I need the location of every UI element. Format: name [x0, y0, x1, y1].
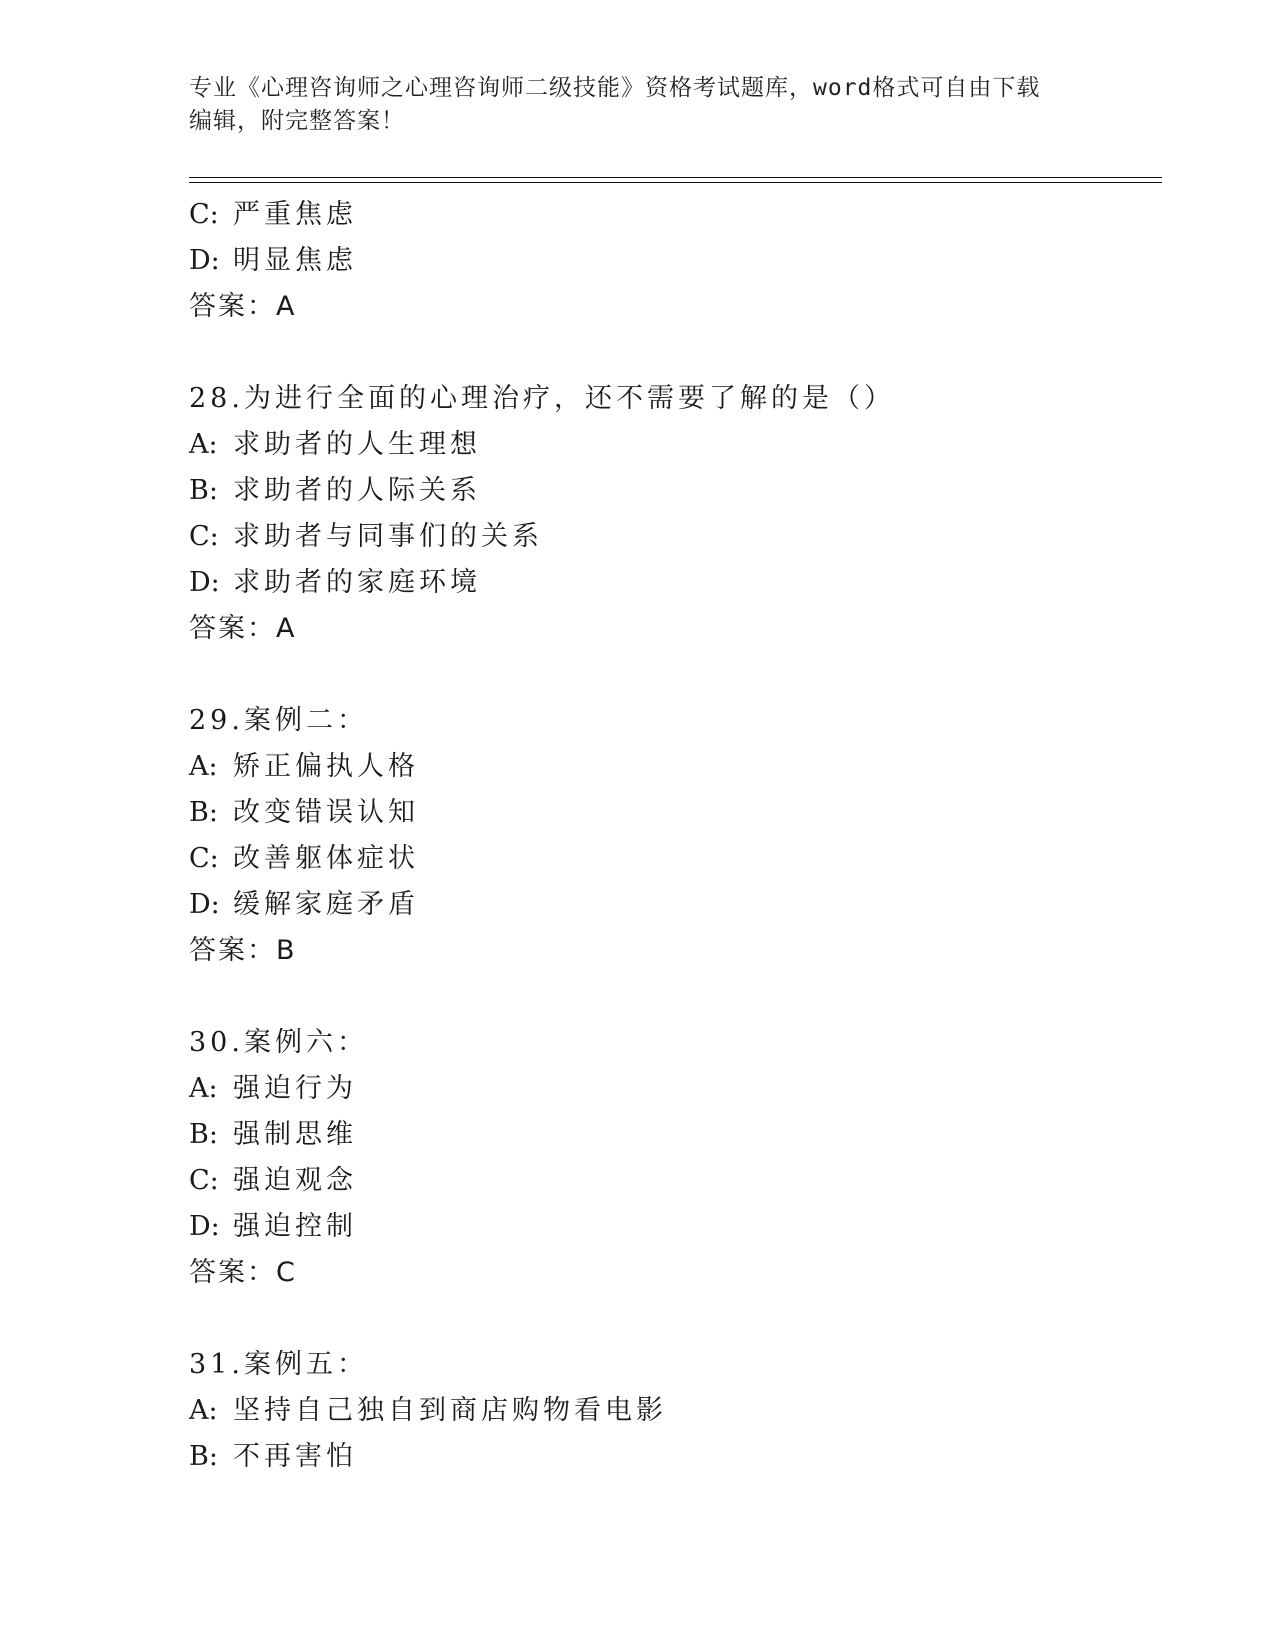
- document-header: [189, 72, 1089, 138]
- header-line-1: 专业《心理咨询师之心理咨询师二级技能》资格考试题库，word格式可自由下载: [189, 75, 1041, 101]
- option-d: [189, 882, 1159, 928]
- option-b: [189, 790, 1159, 836]
- option-a: [189, 422, 1159, 468]
- option-text: 改善躯体症状: [233, 843, 419, 874]
- option-key: D:: [189, 567, 220, 598]
- spacer: [189, 1296, 1159, 1342]
- option-text: 不再害怕: [233, 1441, 357, 1472]
- header-rule-top: [189, 177, 1162, 178]
- option-b: [189, 1112, 1159, 1158]
- option-c: [189, 514, 1159, 560]
- option-text: 求助者的人际关系: [233, 475, 481, 506]
- option-text: 强迫行为: [233, 1073, 357, 1104]
- option-key: D:: [189, 1211, 220, 1242]
- option-text: 严重焦虑: [233, 199, 357, 230]
- option-text: 强迫观念: [233, 1165, 357, 1196]
- option-text: 强迫控制: [233, 1211, 357, 1242]
- option-key: C:: [189, 843, 219, 874]
- option-key: C:: [189, 199, 219, 230]
- option-key: D:: [189, 245, 220, 276]
- question-block-29: [189, 698, 1159, 974]
- option-key: B:: [189, 797, 218, 828]
- question-block-30: [189, 1020, 1159, 1296]
- question-block-prev: [189, 192, 1159, 330]
- answer-line: 答案：C: [189, 1257, 297, 1288]
- option-text: 明显焦虑: [233, 245, 357, 276]
- option-d: [189, 238, 1159, 284]
- option-text: 矫正偏执人格: [233, 751, 419, 782]
- question-block-28: [189, 376, 1159, 652]
- option-a: [189, 744, 1159, 790]
- question-stem: 30.案例六：: [189, 1027, 368, 1058]
- header-line-2: 编辑，附完整答案！: [189, 108, 405, 134]
- option-a: [189, 1388, 1159, 1434]
- question-stem: 28.为进行全面的心理治疗，还不需要了解的是（）: [189, 383, 895, 414]
- option-key: A:: [189, 1073, 218, 1104]
- option-key: A:: [189, 1395, 218, 1426]
- answer-line: 答案：A: [189, 291, 297, 322]
- option-text: 改变错误认知: [233, 797, 419, 828]
- answer-line: 答案：A: [189, 613, 297, 644]
- option-c: [189, 1158, 1159, 1204]
- option-c: [189, 836, 1159, 882]
- option-key: B:: [189, 475, 218, 506]
- option-b: [189, 1434, 1159, 1480]
- spacer: [189, 652, 1159, 698]
- option-key: C:: [189, 521, 219, 552]
- option-key: A:: [189, 429, 218, 460]
- spacer: [189, 974, 1159, 1020]
- option-c: [189, 192, 1159, 238]
- question-list: [189, 192, 1159, 1480]
- option-key: B:: [189, 1441, 218, 1472]
- option-b: [189, 468, 1159, 514]
- option-key: D:: [189, 889, 220, 920]
- option-key: A:: [189, 751, 218, 782]
- option-text: 求助者的家庭环境: [233, 567, 481, 598]
- option-text: 坚持自己独自到商店购物看电影: [233, 1395, 667, 1426]
- option-text: 求助者的人生理想: [233, 429, 481, 460]
- question-stem: 31.案例五：: [189, 1349, 368, 1380]
- option-d: [189, 1204, 1159, 1250]
- option-text: 缓解家庭矛盾: [233, 889, 419, 920]
- option-text: 强制思维: [233, 1119, 357, 1150]
- question-block-31: [189, 1342, 1159, 1480]
- option-a: [189, 1066, 1159, 1112]
- option-key: C:: [189, 1165, 219, 1196]
- option-key: B:: [189, 1119, 218, 1150]
- header-rule-bottom: [189, 182, 1162, 183]
- spacer: [189, 330, 1159, 376]
- option-d: [189, 560, 1159, 606]
- option-text: 求助者与同事们的关系: [233, 521, 543, 552]
- answer-line: 答案：B: [189, 935, 297, 966]
- question-stem: 29.案例二：: [189, 705, 368, 736]
